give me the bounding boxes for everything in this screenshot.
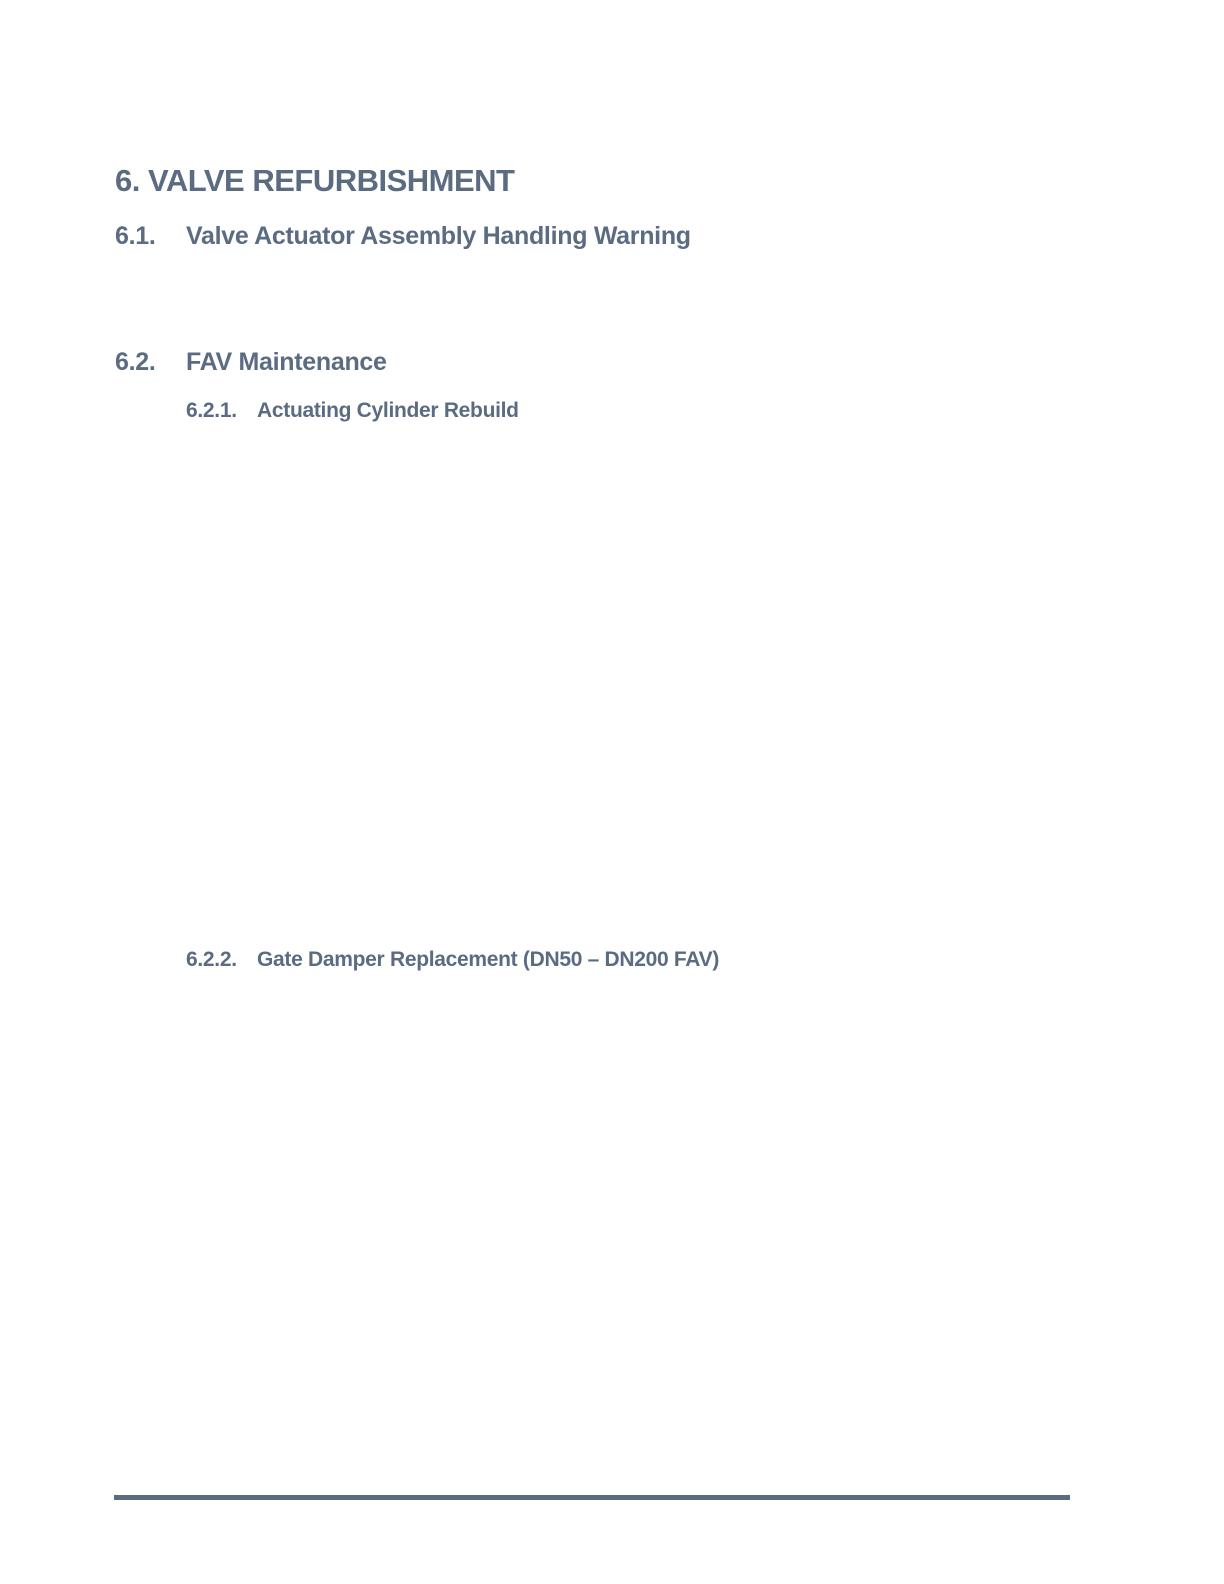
- footer-rule: [114, 1495, 1070, 1500]
- subsection-heading-6-2-2: [186, 948, 719, 972]
- section-heading-6-1: [115, 222, 691, 251]
- section-number: 6.1.: [115, 222, 156, 250]
- section-heading-6-2: [115, 348, 387, 377]
- subsection-number: 6.2.2.: [186, 948, 237, 971]
- subsection-number: 6.2.1.: [186, 399, 237, 422]
- section-number: 6.2.: [115, 348, 156, 376]
- section-title: Valve Actuator Assembly Handling Warning: [186, 222, 691, 250]
- subsection-title: Gate Damper Replacement (DN50 – DN200 FAV): [257, 948, 720, 971]
- subsection-title: Actuating Cylinder Rebuild: [257, 399, 519, 422]
- chapter-heading: 6. VALVE REFURBISHMENT: [115, 163, 515, 198]
- section-title: FAV Maintenance: [186, 348, 387, 376]
- subsection-heading-6-2-1: [186, 399, 519, 423]
